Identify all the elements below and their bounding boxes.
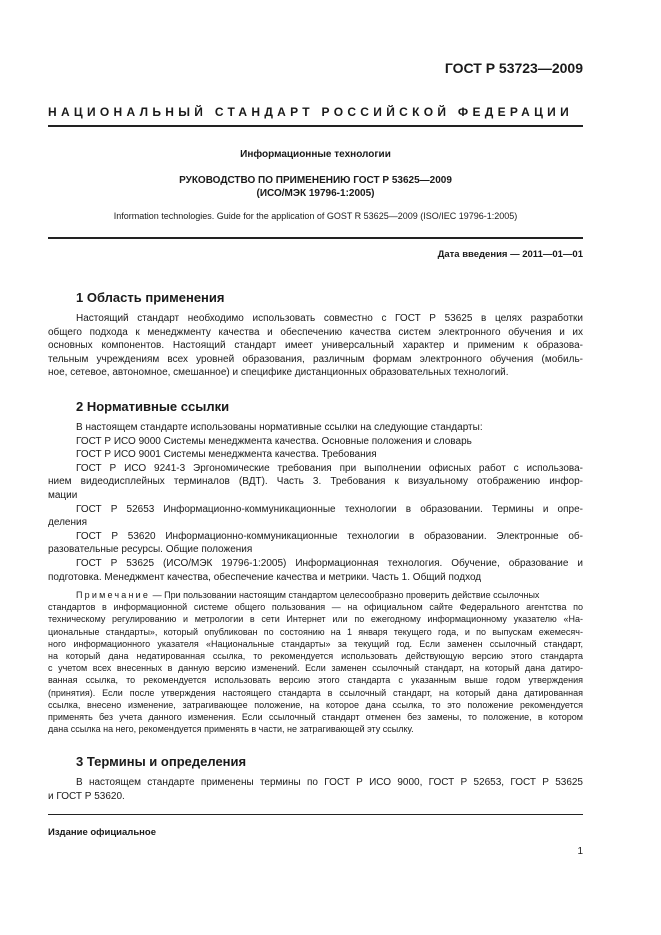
note-first-line [48, 589, 583, 601]
topic-title: Информационные технологии [240, 149, 391, 160]
note-label: Примечание [76, 590, 151, 600]
header-divider [48, 125, 583, 127]
note-text: — При пользовании настоящим стандартом целесообразно проверить действие ссылочных [150, 590, 540, 600]
note-line: ванная ссылка, то рекомендуется использовать версию этого стандарта с указанным выше годом утверждения [48, 675, 583, 686]
reference-item: ГОСТ Р 53620 Информационно-коммуникационные технологии в образовании. Электронные об- [76, 530, 583, 542]
note-line: (принятия). Если после утверждения настоящего стандарта в ссылочный стандарт, на который дана датированная [48, 687, 583, 698]
reference-item: ГОСТ Р ИСО 9000 Системы менеджмента качества. Основные положения и словарь [76, 435, 472, 447]
note-line: ного информационного указателя «Национальные стандарты» за текущий год. Если заменен ссылочный стандарт, [48, 638, 583, 649]
note-line: на который дана недатированная ссылка, то рекомендуется использовать действующую версию этого стандарта [48, 651, 583, 662]
main-title [48, 174, 583, 200]
note-line: ссылка, внесено изменение, затрагивающее положение, на которое дана ссылка, то это положение рекомендуется [48, 699, 583, 710]
footer-divider [48, 814, 583, 815]
note-line: стандартов в информационной системе общего пользования — на официальном сайте Федерального агентства по [48, 602, 583, 613]
title-divider [48, 237, 583, 239]
note-line: циональные стандарты», который опубликован по состоянию на 1 января текущего года, и по выпускам ежемесяч- [48, 626, 583, 637]
section-3-heading: 3 Термины и определения [76, 754, 247, 769]
reference-item: ГОСТ Р ИСО 9001 Системы менеджмента качества. Требования [76, 449, 377, 461]
text-line: подготовка. Менеджмент качества, обеспечение качества и метрики. Часть 1. Общий подход [48, 571, 482, 583]
section-1-heading: 1 Область применения [76, 290, 225, 305]
text-line: и ГОСТ Р 53620. [48, 790, 125, 802]
english-title: Information technologies. Guide for the application of GOST R 53625—2009 (ISO/IEC 19796-1:2005) [113, 211, 518, 221]
text-line: В настоящем стандарте использованы нормативные ссылки на следующие стандарты: [76, 422, 483, 433]
reference-item: ГОСТ Р ИСО 9241-3 Эргономические требования при выполнении офисных работ с использова- [76, 462, 583, 474]
section-2-body [48, 421, 583, 584]
note-line: применять без учета данного изменения. Если ссылочный стандарт отменен без замены, то положение, в котором [48, 712, 583, 723]
section-1-body [48, 312, 583, 380]
text-line: В настоящем стандарте применены термины по ГОСТ Р ИСО 9000, ГОСТ Р 52653, ГОСТ Р 53625 [76, 777, 583, 788]
section-3-body [48, 776, 583, 803]
text-line: общего подхода к менеджменту качества и обеспечению качества систем электронного обучения и их [48, 326, 583, 338]
note-line: дана ссылка на него, рекомендуется применять в части, не затрагивающей эту ссылку. [48, 724, 414, 735]
text-line: ное, сетевое, автономное, смешанное) и специфике дистанционных образовательных технологий. [48, 367, 509, 379]
text-line: тельным учреждениям всех уровней образования, различным формам электронного обучения (мобиль- [48, 353, 583, 365]
note-block [48, 589, 583, 735]
main-title-line-1: РУКОВОДСТВО ПО ПРИМЕНЕНИЮ ГОСТ Р 53625—2009 [179, 175, 452, 186]
text-line: мации [48, 489, 78, 501]
text-line: основных компонентов. Настоящий стандарт имеет универсальный характер и применим к образова- [48, 340, 583, 352]
page-number: 1 [577, 846, 583, 857]
note-line: с учетом всех внесенных в данную версию изменений. Если заменен ссылочный стандарт, на который дана датиро- [48, 663, 583, 674]
reference-item: ГОСТ Р 53625 (ИСО/МЭК 19796-1:2005) Информационная технология. Обучение, образование и [76, 557, 583, 569]
edition-label: Издание официальное [48, 827, 156, 838]
introduction-date: Дата введения — 2011—01—01 [437, 249, 583, 260]
main-title-line-2: (ИСО/МЭК 19796-1:2005) [256, 188, 375, 199]
text-line: разовательные ресурсы. Общие положения [48, 544, 253, 556]
section-2-heading: 2 Нормативные ссылки [76, 399, 230, 414]
document-number: ГОСТ Р 53723—2009 [444, 60, 583, 76]
text-line: деления [48, 517, 87, 529]
standard-title: НАЦИОНАЛЬНЫЙ СТАНДАРТ РОССИЙСКОЙ ФЕДЕРАЦИИ [48, 105, 574, 119]
text-line: нием видеодисплейных терминалов (ВДТ). Часть 3. Требования к визуальному отображению инфор- [48, 476, 583, 488]
note-line: техническому регулированию и метрологии в сети Интернет или по ежегодному информационному указателю «На- [48, 614, 583, 625]
reference-item: ГОСТ Р 52653 Информационно-коммуникационные технологии в образовании. Термины и опре- [76, 503, 583, 515]
text-line: Настоящий стандарт необходимо использовать совместно с ГОСТ Р 53625 в целях разработки [76, 313, 583, 324]
